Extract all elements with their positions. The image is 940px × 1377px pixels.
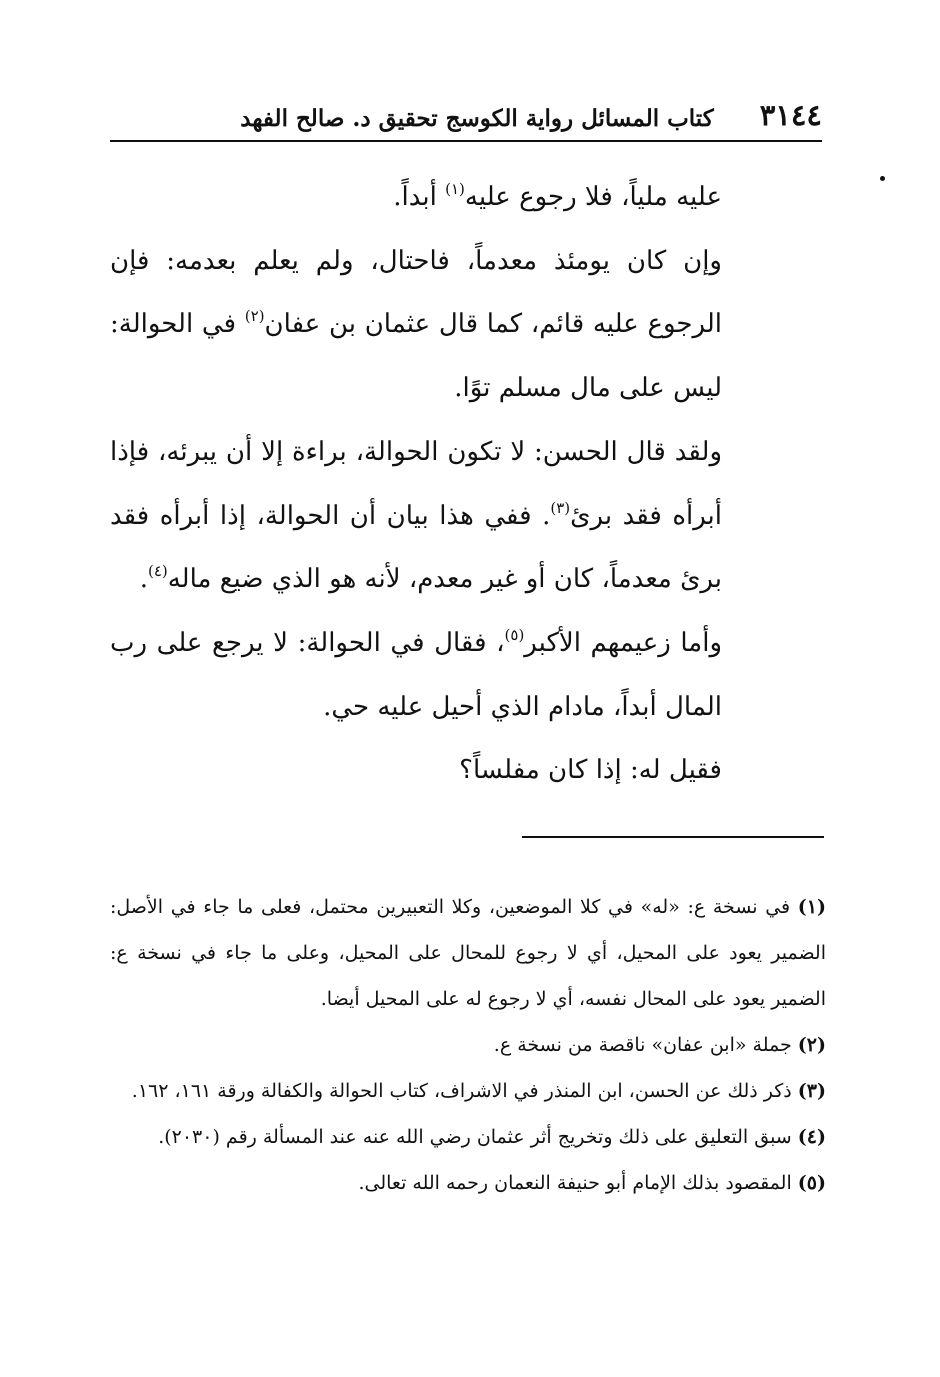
footnote-ref: (٥) [504,625,525,644]
main-text [110,166,722,803]
stray-dot [880,176,885,181]
running-title: كتاب المسائل رواية الكوسج تحقيق د. صالح الفهد [240,105,714,132]
footnotes [110,884,826,1206]
footnote-ref: (١) [445,180,465,198]
page-header [110,86,822,142]
paragraph-4: وأما زعيمهم الأكبر$^{(٥)}$، فقال في الحوالة: لا يرجع على رب المال أبداً، مادام الذي أحيل عليه حي. [110,625,723,722]
footnote-3: (٣) ذكر ذلك عن الحسن، ابن المنذر في الاشراف، كتاب الحوالة والكفالة ورقة ١٦١، ١٦٢. [131,1080,826,1102]
footnote-ref: (٤) [147,562,168,581]
page-number: ٣١٤٤ [759,98,822,132]
paragraph-1: عليه ملياً، فلا رجوع عليه$^{(١)}$ أبداً. [393,180,722,212]
paragraph-3: ولقد قال الحسن: لا تكون الحوالة، براءة إلا أن يبرئه، فإذا أبرأه فقد برئ$^{(٣)}$. ففي هذا بيان أن الحوالة، إذا أبرأه فقد برئ معدماً، كان أو غير معدم، لأنه هو الذي ضيع ماله$^{(٤)}$. [110,436,722,595]
footnote-5: (٥) المقصود بذلك الإمام أبو حنيفة النعمان رحمه الله تعالى. [358,1172,826,1194]
footnote-1: (١) في نسخة ع: «له» في كلا الموضعين، وكلا التعبيرين محتمل، فعلى ما جاء في الأصل: الضمير يعود على المحيل، أي لا رجوع للمحال على المحيل، وعلى ما جاء في نسخة ع: الضمير يعود على المحال نفسه، أي لا رجوع له على المحيل أيضا. [110,896,826,1010]
footnote-separator [522,836,824,838]
footnote-2: (٢) جملة «ابن عفان» ناقصة من نسخة ع. [493,1034,826,1056]
paragraph-5: فقيل له: إذا كان مفلساً؟ [459,755,722,786]
footnote-ref: (٢) [244,307,265,326]
footnote-ref: (٣) [550,498,571,517]
paragraph-2: وإن كان يومئذ معدماً، فاحتال، ولم يعلم بعدمه: فإن الرجوع عليه قائم، كما قال عثمان بن عفان$^{(٢)}$ في الحوالة: ليس على مال مسلم توًا. [110,245,722,404]
footnote-4: (٤) سبق التعليق على ذلك وتخريج أثر عثمان رضي الله عنه عند المسألة رقم (٢٠٣٠). [158,1126,826,1148]
